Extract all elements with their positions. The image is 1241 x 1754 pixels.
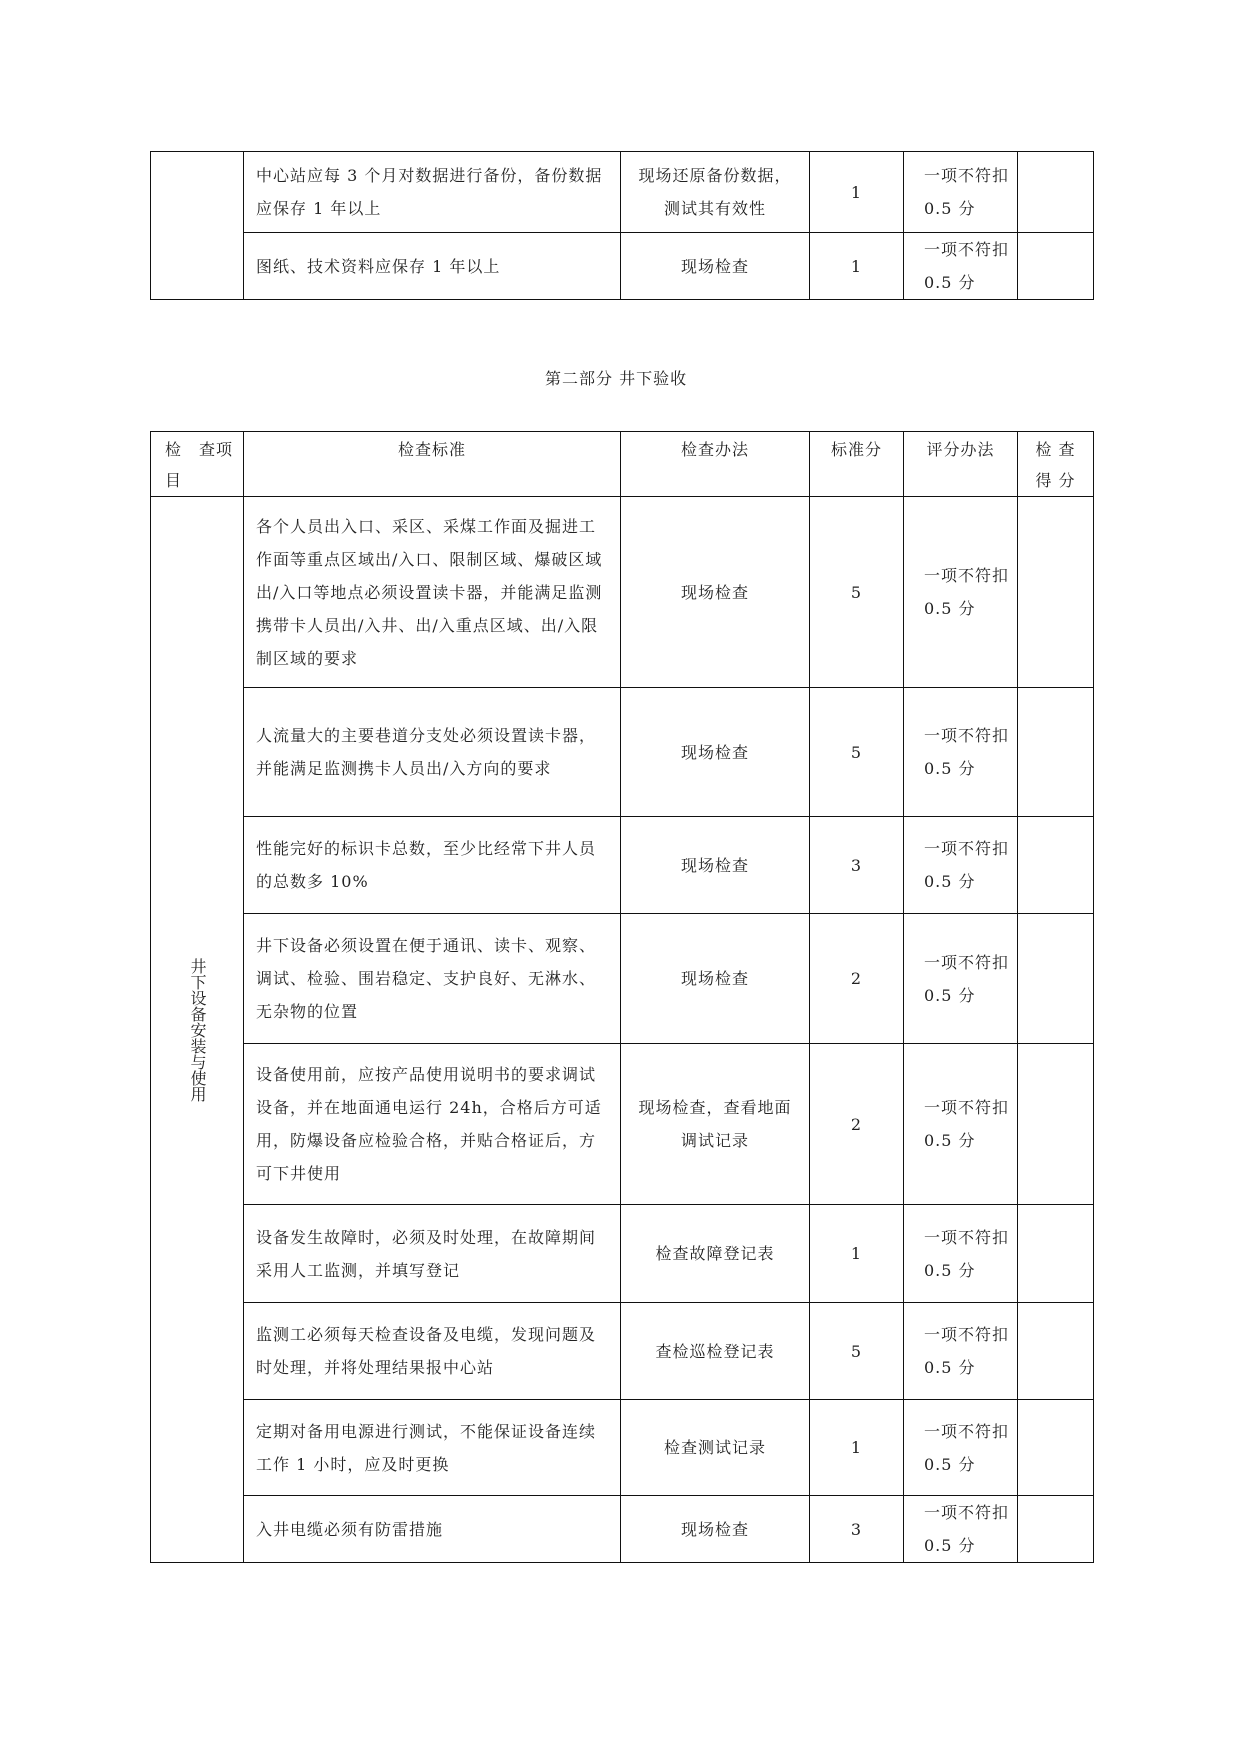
method-cell: 检查故障登记表 [621,1205,810,1303]
got-cell [1018,497,1094,688]
standard-cell: 人流量大的主要巷道分支处必须设置读卡器，并能满足监测携卡人员出/入方向的要求 [244,688,621,817]
standard-cell: 定期对备用电源进行测试，不能保证设备连续工作 1 小时，应及时更换 [244,1400,621,1496]
method-cell: 现场还原备份数据，测试其有效性 [621,152,810,233]
rule-cell: 一项不符扣 0.5 分 [904,914,1018,1044]
rule-cell: 一项不符扣 0.5 分 [904,1496,1018,1563]
header-row [151,432,1094,497]
method-cell: 现场检查，查看地面调试记录 [621,1044,810,1205]
got-cell [1018,688,1094,817]
rule-cell: 一项不符扣 0.5 分 [904,1303,1018,1400]
continued-table [150,151,1094,300]
standard-cell: 入井电缆必须有防雷措施 [244,1496,621,1563]
table-row [151,1044,1094,1205]
score-cell: 2 [810,914,904,1044]
table-row [151,1205,1094,1303]
standard-cell: 中心站应每 3 个月对数据进行备份，备份数据应保存 1 年以上 [244,152,621,233]
rule-cell: 一项不符扣 0.5 分 [904,152,1018,233]
score-cell: 1 [810,1205,904,1303]
header-item: 检 查项目 [151,432,244,497]
rule-cell: 一项不符扣 0.5 分 [904,1400,1018,1496]
rule-cell: 一项不符扣 0.5 分 [904,817,1018,914]
header-rule: 评分办法 [904,432,1018,497]
table-row [151,152,1094,233]
item-cell [151,152,244,300]
standard-cell: 性能完好的标识卡总数，至少比经常下井人员的总数多 10% [244,817,621,914]
score-cell: 5 [810,497,904,688]
header-standard: 检查标准 [244,432,621,497]
table-row [151,233,1094,300]
method-cell: 现场检查 [621,497,810,688]
table-row [151,688,1094,817]
standard-cell: 各个人员出入口、采区、采煤工作面及掘进工作面等重点区域出/入口、限制区域、爆破区域出/入口等地点必须设置读卡器，并能满足监测携带卡人员出/入井、出/入重点区域、出/入限制区域的要求 [244,497,621,688]
got-cell [1018,1400,1094,1496]
method-cell: 现场检查 [621,233,810,300]
score-cell: 1 [810,233,904,300]
score-cell: 2 [810,1044,904,1205]
standard-cell: 设备使用前，应按产品使用说明书的要求调试设备，并在地面通电运行 24h，合格后方可适用，防爆设备应检验合格，并贴合格证后，方可下井使用 [244,1044,621,1205]
got-cell [1018,817,1094,914]
method-cell: 检查测试记录 [621,1400,810,1496]
standard-cell: 图纸、技术资料应保存 1 年以上 [244,233,621,300]
group-cell [151,497,244,1563]
score-cell: 3 [810,1496,904,1563]
got-cell [1018,1496,1094,1563]
method-cell: 现场检查 [621,1496,810,1563]
inspection-table [150,431,1094,1563]
group-label: 井下设备安装与使用 [188,957,207,1102]
rule-cell: 一项不符扣 0.5 分 [904,497,1018,688]
score-cell: 1 [810,1400,904,1496]
score-cell: 1 [810,152,904,233]
header-method: 检查办法 [621,432,810,497]
standard-cell: 监测工必须每天检查设备及电缆，发现问题及时处理，并将处理结果报中心站 [244,1303,621,1400]
got-cell [1018,1303,1094,1400]
header-score: 标准分 [810,432,904,497]
table-row [151,914,1094,1044]
rule-cell: 一项不符扣 0.5 分 [904,233,1018,300]
score-cell: 3 [810,817,904,914]
method-cell: 现场检查 [621,817,810,914]
header-got: 检 查 得 分 [1018,432,1094,497]
rule-cell: 一项不符扣 0.5 分 [904,1044,1018,1205]
score-cell: 5 [810,688,904,817]
method-cell: 现场检查 [621,914,810,1044]
standard-cell: 井下设备必须设置在便于通讯、读卡、观察、调试、检验、围岩稳定、支护良好、无淋水、无杂物的位置 [244,914,621,1044]
got-cell [1018,1044,1094,1205]
got-cell [1018,233,1094,300]
method-cell: 现场检查 [621,688,810,817]
section-title: 第二部分 井下验收 [545,369,688,388]
rule-cell: 一项不符扣 0.5 分 [904,688,1018,817]
table-row [151,1400,1094,1496]
rule-cell: 一项不符扣 0.5 分 [904,1205,1018,1303]
table-row [151,1303,1094,1400]
got-cell [1018,1205,1094,1303]
got-cell [1018,152,1094,233]
table-row [151,497,1094,688]
standard-cell: 设备发生故障时，必须及时处理，在故障期间采用人工监测，并填写登记 [244,1205,621,1303]
table-row [151,817,1094,914]
score-cell: 5 [810,1303,904,1400]
table-row [151,1496,1094,1563]
method-cell: 查检巡检登记表 [621,1303,810,1400]
got-cell [1018,914,1094,1044]
